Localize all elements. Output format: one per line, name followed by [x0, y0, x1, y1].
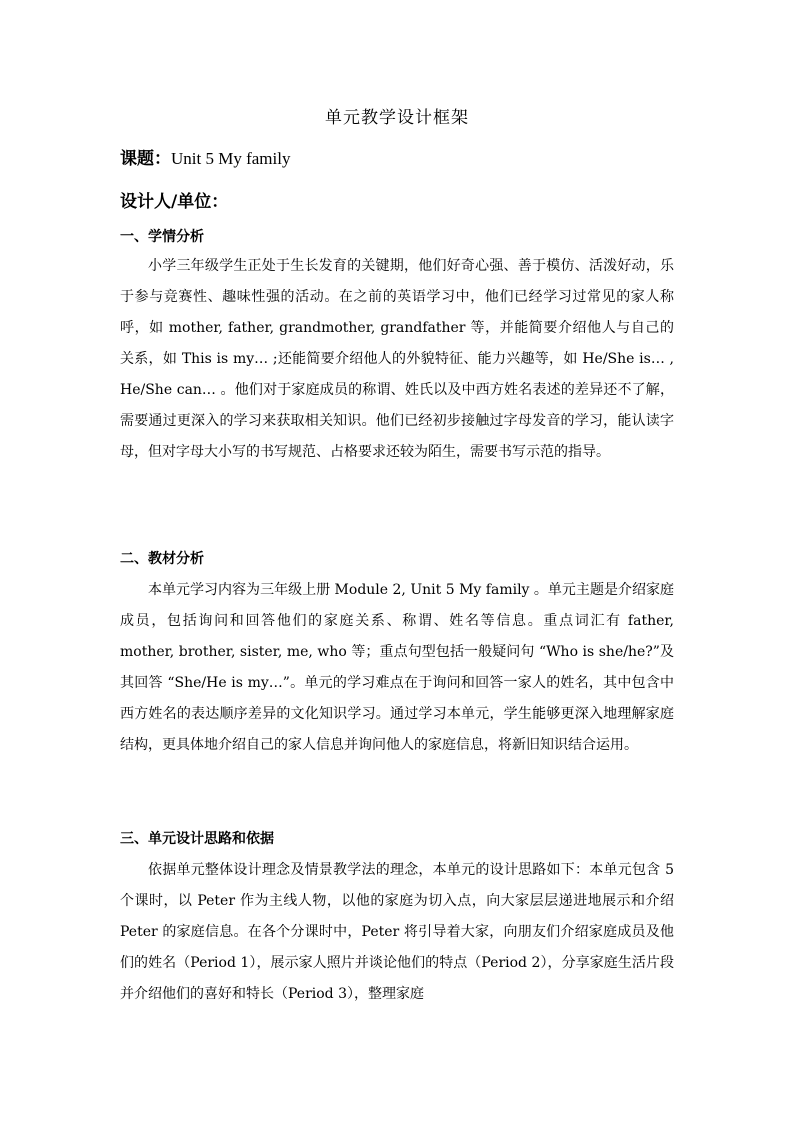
subject-line: [120, 147, 290, 171]
designer-label: 设计人/单位：: [120, 192, 229, 212]
subject-label: 课题：: [120, 149, 171, 169]
subject-value: Unit 5 My family: [171, 149, 291, 168]
section-heading-student-analysis: 一、学情分析: [120, 229, 204, 245]
section-body-student-analysis: 小学三年级学生正处于生长发育的关键期，他们好奇心强、善于模仿、活泼好动，乐于参与竞赛性、趣味性强的活动。在之前的英语学习中，他们已经学习过常见的家人称呼，如 mother, father, grandmother, grandfather 等，并能简要介绍他人与自己的关系，如 This is my… ;还能简要介绍他人的外貌特征、能力兴趣等，如 He/She is… , He/She can… 。他们对于家庭成员的称谓、姓氏以及中西方姓名表述的差异还不了解，需要通过更深入的学习来获取相关知识。他们已经初步接触过字母发音的学习，能认读字母，但对字母大小写的书写规范、占格要求还较为陌生，需要书写示范的指导。: [120, 258, 674, 460]
document-title: 单元教学设计框架: [325, 108, 469, 128]
section-heading-material-analysis: 二、教材分析: [120, 551, 204, 567]
section-heading-design-rationale: 三、单元设计思路和依据: [120, 831, 274, 847]
section-body-material-analysis: 本单元学习内容为三年级上册 Module 2, Unit 5 My family 。单元主题是介绍家庭成员，包括询问和回答他们的家庭关系、称谓、姓名等信息。重点词汇有 father, mother, brother, sister, me, who 等；重点句型包括一般疑问句 “Who is she/he?”及其回答 “She/He is my…”。单元的学习难点在于询问和回答一家人的姓名，其中包含中西方姓名的表达顺序差异的文化知识学习。通过学习本单元，学生能够更深入地理解家庭结构，更具体地介绍自己的家人信息并询问他人的家庭信息，将新旧知识结合运用。: [120, 582, 674, 753]
section-body-design-rationale: 依据单元整体设计理念及情景教学法的理念，本单元的设计思路如下：本单元包含 5 个课时，以 Peter 作为主线人物，以他的家庭为切入点，向大家层层递进地展示和介绍 Peter 的家庭信息。在各个分课时中，Peter 将引导着大家，向朋友们介绍家庭成员及他们的姓名（Period 1），展示家人照片并谈论他们的特点（Period 2），分享家庭生活片段并介绍他们的喜好和特长（Period 3），整理家庭: [120, 862, 674, 1002]
